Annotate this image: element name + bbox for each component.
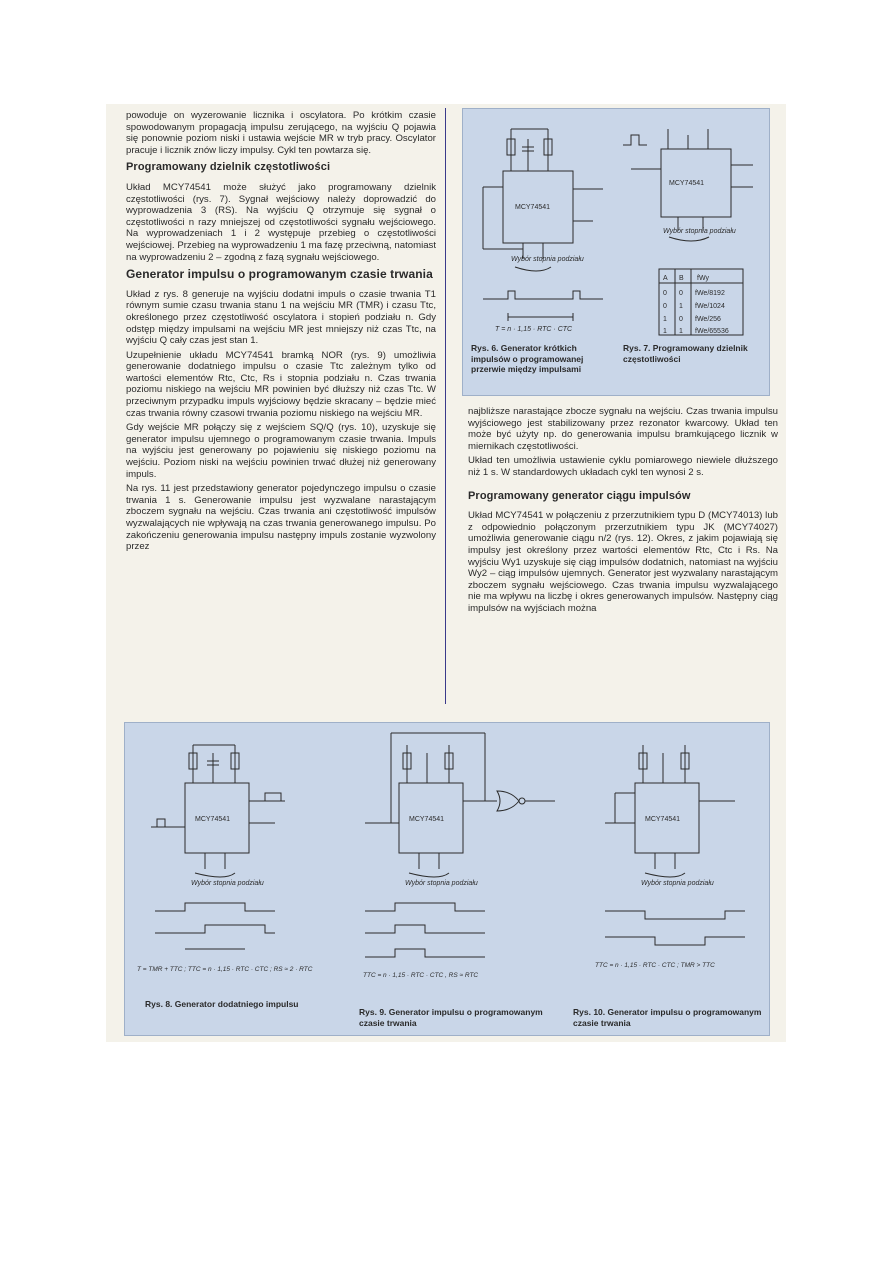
chip-label-rys6: MCY74541: [515, 204, 551, 211]
table-cell: fWe/65536: [695, 328, 729, 335]
section-heading-divider: Programowany dzielnik częstotliwości: [126, 161, 331, 174]
magazine-page: [106, 104, 786, 1042]
caption-rys7: Rys. 7. Programowany dzielnik częstotliwości: [623, 343, 748, 364]
section-heading-pulse-generator: Generator impulsu o programowanym czasie trwania: [126, 267, 433, 282]
table-cell: fWe/256: [695, 316, 721, 323]
left-column: [126, 110, 436, 556]
chip-label-rys8: MCY74541: [195, 816, 231, 823]
formula-rys9: TTC = n · 1,15 · RTC · CTC , RS ≈ RTC: [363, 972, 479, 979]
paragraph: Układ ten umożliwia ustawienie cyklu pomiarowego niewiele dłuższego niż 1 s. W standardowych układach cykl ten wynosi 2 s.: [468, 455, 778, 478]
table-cell: 1: [663, 328, 667, 335]
nor-gate: [497, 791, 519, 811]
table-head-f: fWy: [697, 275, 709, 282]
paragraph: Układ z rys. 8 generuje na wyjściu dodatni impuls o czasie trwania T1 równym sumie czasu trwania stanu 1 na wejściu MR (TMR) i czasu Ttc, określonego przez częstotliwość oscylatora i stopień podziału n. Gdy odstęp między impulsami na wejściu MR jest mniejszy niż czas Ttc, na wyjściu Q cały czas jest stan 1.: [126, 288, 436, 347]
table-cell: 0: [679, 316, 683, 323]
chip-label-rys7: MCY74541: [669, 180, 705, 187]
divider-select-label: Wybór stopnia podziału: [641, 880, 714, 887]
formula-rys8: T = TMR + TTC ; TTC = n · 1,15 · RTC · CTC ; RS ≈ 2 · RTC: [137, 966, 313, 973]
table-cell: 0: [663, 290, 667, 297]
column-divider: [445, 108, 446, 704]
schematic-rys8-rys9-rys10: [125, 723, 769, 1035]
table-cell: fWe/1024: [695, 303, 725, 310]
table-head-a: A: [663, 275, 668, 282]
table-head-b: B: [679, 275, 684, 282]
paragraph: Układ MCY74541 może służyć jako programowany dzielnik częstotliwości (rys. 7). Sygnał wejściowy należy doprowadzić do wyprowadzenia 3 (RS). Na wyjściu Q otrzymuje się sygnał o częstotliwości n razy mniejszej od częstotliwości sygnału wejściowego. Na wyprowadzeniach 1 i 2 występuje przebieg o częstotliwości wejściowej. Przebieg na wyprowadzeniu 1 ma fazę przeciwną, natomiast na wyprowadzeniu 2 – zgodną z fazą sygnału wejściowego.: [126, 181, 436, 263]
table-cell: 0: [679, 290, 683, 297]
chip-label-rys10: MCY74541: [645, 816, 681, 823]
paragraph: Na rys. 11 jest przedstawiony generator pojedynczego impulsu o czasie trwania 1 s. Generowanie impulsu jest wyzwalane narastającym zboczem sygnału na wejściu. Czas trwania ani częstotliwość impulsów wyzwalających nie wpływają na czas trwania generowanego impulsu. Po zakończeniu generowania impulsu następny impuls zostanie wyzwolony przez: [126, 483, 436, 553]
table-cell: 1: [679, 328, 683, 335]
paragraph: Uzupełnienie układu MCY74541 bramką NOR (rys. 9) umożliwia generowanie dodatniego impulsu o czasie Ttc zależnym tylko od wartości elementów Rtc, Ctc, Rs i stopnia podziału n. Czas trwania poziomu niskiego na wejściu MR powinien być dłuższy niż czas Ttc. W przeciwnym przypadku impuls wyjściowy będzie skracany – będzie mieć czas trwania równy czasowi trwania poziomu niskiego na wejściu MR.: [126, 349, 436, 419]
table-cell: 1: [679, 303, 683, 310]
figure-panel-bottom: [124, 722, 770, 1036]
paragraph: Układ MCY74541 w połączeniu z przerzutnikiem typu D (MCY74013) lub z odpowiednio połączonym przerzutnikiem typu JK (MCY74027) umożliwia generowanie ciągu n/2 (rys. 12). Okres, z jakim pojawiają się impulsy jest określony przez wartości elementów Rtc, Ctc i Rs. Na wyjściu Wy1 uzyskuje się ciąg impulsów dodatnich, natomiast na wyjściu Wy2 – ciąg impulsów ujemnych. Generator jest wyzwalany narastającym zboczem sygnału wejściowego. Czas trwania impulsu wyzwalającego nie ma wpływu na liczbę i okres generowanych impulsów. Następny ciąg impulsów na wyjściach można: [468, 510, 778, 614]
formula-rys6: T = n · 1,15 · RTC · CTC: [495, 326, 573, 333]
table-cell: fWe/8192: [695, 290, 725, 297]
paragraph: najbliższe narastające zbocze sygnału na wejściu. Czas trwania impulsu wyjściowego jest stabilizowany przez rezonator kwarcowy. Układ ten może być użyty np. do generowania impulsu bramkującego licznik w miernikach częstotliwości.: [468, 406, 778, 452]
paragraph: Gdy wejście MR połączy się z wejściem SQ/Q (rys. 10), uzyskuje się generator impulsu ujemnego o programowanym czasie trwania. Impuls na wyjściu jest generowany po pojawieniu się niskiego poziomu na wejściu. Poziom niski na wejściu powinien trwać dłużej niż generowany impuls.: [126, 422, 436, 480]
divider-select-label: Wybór stopnia podziału: [405, 880, 478, 887]
table-cell: 1: [663, 316, 667, 323]
caption-rys6: Rys. 6. Generator krótkich impulsów o programowanej przerwie między impulsami: [471, 343, 584, 374]
chip-label-rys9: MCY74541: [409, 816, 445, 823]
figure-panel-top: [462, 108, 770, 396]
divider-select-label: Wybór stopnia podziału: [511, 256, 584, 263]
caption-rys8: Rys. 8. Generator dodatniego impulsu: [145, 999, 299, 1009]
right-column: [468, 406, 778, 618]
section-heading-pulse-train: Programowany generator ciągu impulsów: [468, 489, 691, 502]
table-cell: 0: [663, 303, 667, 310]
divider-select-label-rys7: Wybór stopnia podziału: [663, 228, 736, 235]
caption-rys10: Rys. 10. Generator impulsu o programowanym czasie trwania: [573, 1007, 762, 1028]
caption-rys9: Rys. 9. Generator impulsu o programowanym czasie trwania: [359, 1007, 543, 1028]
divider-select-label: Wybór stopnia podziału: [191, 880, 264, 887]
intro-paragraph: powoduje on wyzerowanie licznika i oscylatora. Po krótkim czasie spowodowanym propagacją impulsu zerującego, na wyjściu Q pojawia się ponownie poziom niski i ustawia wejście MR w tryb pracy. Oscylator pracuje i licznik znów liczy impulsy. Cykl ten powtarza się.: [126, 110, 436, 156]
formula-rys10: TTC = n · 1,15 · RTC · CTC ; TMR > TTC: [595, 962, 715, 969]
